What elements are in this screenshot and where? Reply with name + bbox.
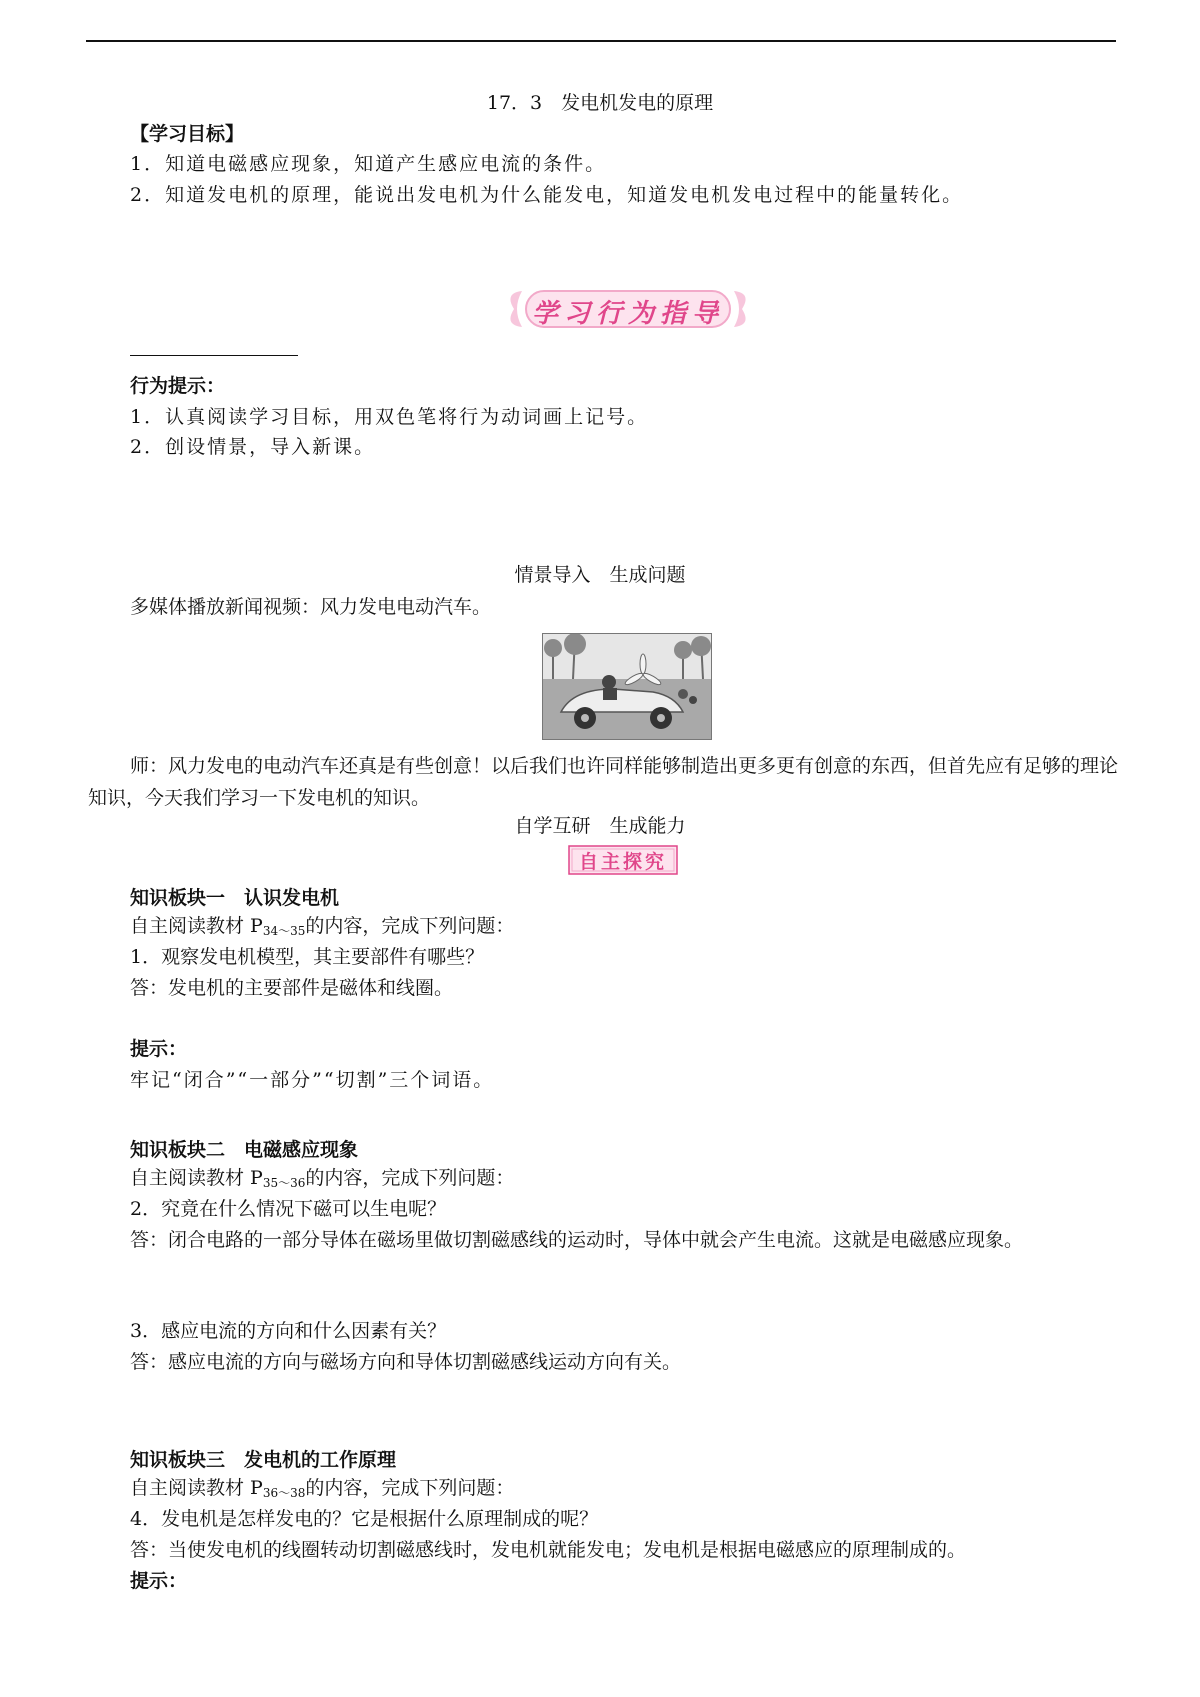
- block1-read-post: 的内容，完成下列问题：: [305, 915, 515, 937]
- intro-line: 多媒体播放新闻视频：风力发电电动汽车。: [130, 596, 492, 618]
- block3-question: 4．发电机是怎样发电的？它是根据什么原理制成的呢？: [130, 1508, 599, 1530]
- block3-read-post: 的内容，完成下列问题：: [305, 1477, 515, 1499]
- block2-read-pages: 35～36: [262, 1176, 306, 1190]
- block2-title: 知识板块二 电磁感应现象: [130, 1139, 359, 1161]
- block3-tip-heading: 提示：: [130, 1570, 188, 1592]
- intro-section-title: 情景导入 生成问题: [514, 564, 686, 586]
- behavior-item-1: 1．认真阅读学习目标，用双色笔将行为动词画上记号。: [130, 406, 649, 428]
- block2-question-1: 2．究竟在什么情况下磁可以生电呢？: [130, 1198, 447, 1220]
- tag-text: 自主探究: [578, 851, 667, 873]
- block3-read-pre: 自主阅读教材 P: [130, 1477, 263, 1499]
- objective-item-2: 2．知道发电机的原理，能说出发电机为什么能发电，知道发电机发电过程中的能量转化。: [130, 184, 964, 206]
- block1-read-pages: 34～35: [262, 924, 306, 938]
- header-rule: [86, 40, 1116, 42]
- banner-text: 学习行为指导: [531, 299, 724, 329]
- objective-item-1: 1．知道电磁感应现象，知道产生感应电流的条件。: [130, 153, 607, 175]
- block1-read-pre: 自主阅读教材 P: [130, 915, 263, 937]
- objectives-heading: 【学习目标】: [130, 123, 245, 145]
- block2-read: [130, 1165, 514, 1196]
- block1-title: 知识板块一 认识发电机: [130, 887, 340, 909]
- block3-title: 知识板块三 发电机的工作原理: [130, 1449, 397, 1471]
- block3-read: [130, 1475, 514, 1506]
- block1-question: 1．观察发电机模型，其主要部件有哪些？: [130, 946, 485, 968]
- block2-answer-2: 答：感应电流的方向与磁场方向和导体切割磁感线运动方向有关。: [130, 1351, 682, 1373]
- block1-read: [130, 913, 514, 944]
- block1-tip: 牢记“闭合”“一部分”“切割”三个词语。: [130, 1069, 495, 1091]
- selfstudy-section-title: 自学互研 生成能力: [514, 815, 686, 837]
- divider-short: [130, 355, 298, 356]
- block1-answer: 答：发电机的主要部件是磁体和线圈。: [130, 977, 454, 999]
- block2-read-pre: 自主阅读教材 P: [130, 1167, 263, 1189]
- self-explore-tag: [568, 845, 678, 875]
- block2-answer-1: 答：闭合电路的一部分导体在磁场里做切割磁感线的运动时，导体中就会产生电流。这就是电磁感应现象。: [130, 1229, 1024, 1251]
- block1-tip-heading: 提示：: [130, 1038, 188, 1060]
- study-guide-banner: [500, 285, 756, 333]
- block2-read-post: 的内容，完成下列问题：: [305, 1167, 515, 1189]
- behavior-heading: 行为提示：: [130, 375, 226, 397]
- lesson-title: 17．3 发电机发电的原理: [486, 92, 714, 114]
- teacher-paragraph: 师：风力发电的电动汽车还真是有些创意！以后我们也许同样能够制造出更多更有创意的东西，但首先应有足够的理论知识，今天我们学习一下发电机的知识。: [88, 755, 1119, 809]
- behavior-item-2: 2．创设情景，导入新课。: [130, 436, 376, 458]
- block2-question-2: 3．感应电流的方向和什么因素有关？: [130, 1320, 447, 1342]
- block3-read-pages: 36～38: [262, 1486, 306, 1500]
- block3-answer: 答：当使发电机的线圈转动切割磁感线时，发电机就能发电；发电机是根据电磁感应的原理制成的。: [130, 1539, 967, 1561]
- wind-car-photo: [542, 633, 712, 740]
